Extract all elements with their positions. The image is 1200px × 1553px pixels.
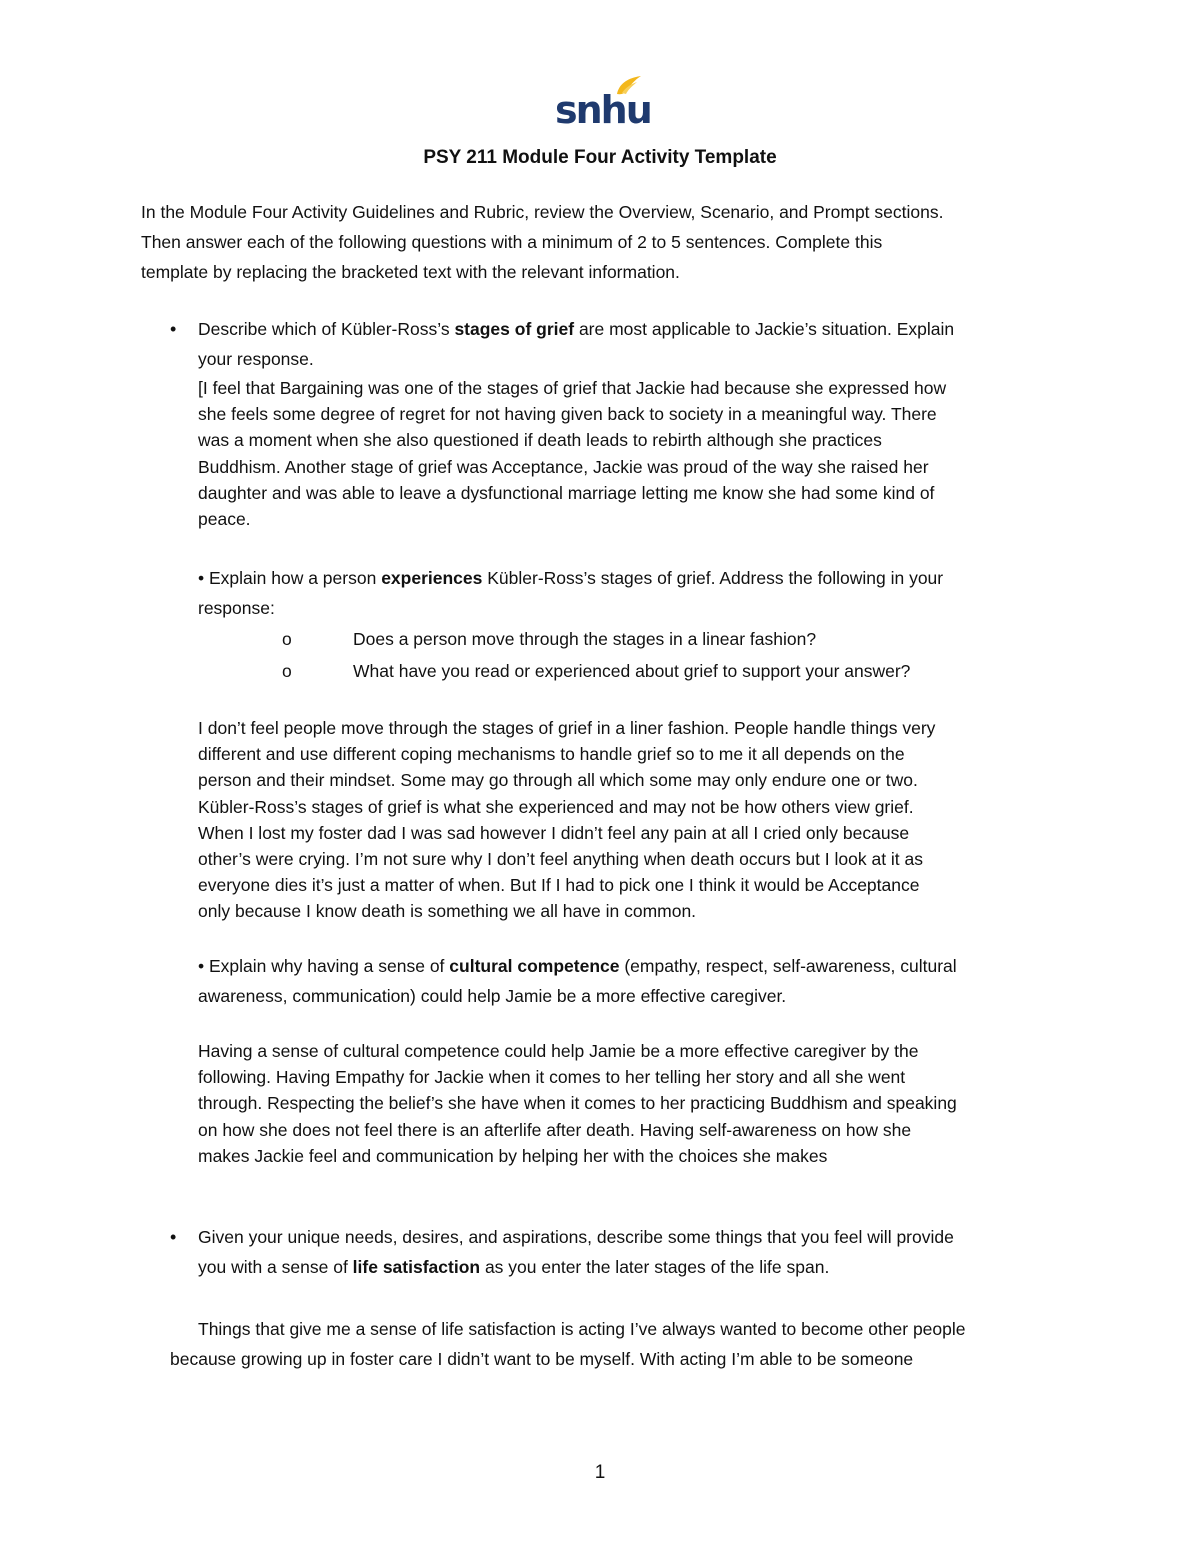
brand-wordmark: snhu [555,88,651,132]
snhu-logo [555,74,651,134]
answer-line: When I lost my foster dad I was sad however I didn’t feel any pain at all I cried only because [198,822,910,843]
answer-line: everyone dies it’s just a matter of when. But If I had to pick one I think it would be Acceptance [198,875,920,896]
answer-line: Things that give me a sense of life satisfaction is acting I’ve always wanted to become other people [198,1319,966,1339]
q3-text: • Explain why having a sense of [198,956,450,976]
answer-line: Kübler-Ross’s stages of grief is what she experienced and may not be how others view grief. [198,796,914,817]
q2-text: Kübler-Ross’s stages of grief. Address the following in your [482,568,944,588]
answer-line: was a moment when she also questioned if death leads to rebirth although she practices [198,430,882,451]
sub-bullet-icon: o [282,661,292,681]
intro-line: Then answer each of the following questions with a minimum of 2 to 5 sentences. Complete this [141,232,883,252]
answer-line: different and use different coping mechanisms to handle grief so to me it all depends on the [198,744,905,765]
q3-text: (empathy, respect, self-awareness, cultural [619,956,957,976]
answer-line: person and their mindset. Some may go through all which some may only endure one or two. [198,770,918,791]
question-3 [198,951,957,1011]
q4-text: Given your unique needs, desires, and aspirations, describe some things that you feel will provide [198,1227,954,1247]
answer-line: [I feel that Bargaining was one of the stages of grief that Jackie had because she expressed how [198,378,947,398]
answer-line: Having a sense of cultural competence could help Jamie be a more effective caregiver by the [198,1041,919,1061]
answer-line: because growing up in foster care I didn’t want to be myself. With acting I’m able to be someone [170,1349,914,1369]
q3-text: awareness, communication) could help Jamie be a more effective caregiver. [198,986,787,1006]
answer-2 [198,715,935,925]
answer-1 [198,375,946,532]
q4-text: you with a sense of [198,1257,353,1277]
page-title: PSY 211 Module Four Activity Template [423,147,777,168]
answer-line: makes Jackie feel and communication by helping her with the choices she makes [198,1145,828,1166]
answer-line: I don’t feel people move through the stages of grief in a liner fashion. People handle things very [198,718,936,738]
intro-line: template by replacing the bracketed text with the relevant information. [141,262,680,282]
q2-text: • Explain how a person [198,568,382,588]
answer-line: she feels some degree of regret for not having given back to society in a meaningful way. There [198,404,937,425]
answer-line: on how she does not feel there is an afterlife after death. Having self-awareness on how she [198,1119,912,1140]
q1-text: your response. [198,349,314,369]
q2-emphasis: experiences [381,568,483,588]
sub-question: What have you read or experienced about grief to support your answer? [353,661,911,681]
question-2 [198,563,943,623]
q1-text: Describe which of Kübler-Ross’s [198,319,455,339]
answer-line: through. Respecting the belief’s she have when it comes to her practicing Buddhism and speaking [198,1093,957,1114]
page-number: 1 [594,1462,606,1483]
answer-line: other’s were crying. I’m not sure why I don’t feel anything when death occurs but I look at it as [198,849,924,870]
intro-paragraph [141,197,943,287]
sub-question: Does a person move through the stages in a linear fashion? [353,629,817,649]
q3-emphasis: cultural competence [449,956,620,976]
q2-text: response: [198,598,275,618]
question-4 [198,1222,954,1282]
question-1 [198,314,954,374]
answer-line: daughter and was able to leave a dysfunctional marriage letting me know she had some kind of [198,482,935,503]
answer-line: following. Having Empathy for Jackie when it comes to her telling her story and all she went [198,1067,906,1088]
intro-line: In the Module Four Activity Guidelines and Rubric, review the Overview, Scenario, and Prompt sections. [141,202,944,222]
answer-line: only because I know death is something we all have in common. [198,901,697,922]
q4-text: as you enter the later stages of the life span. [480,1257,830,1277]
q1-text: are most applicable to Jackie’s situation. Explain [574,319,955,339]
answer-line: peace. [198,509,251,530]
answer-3 [198,1038,957,1169]
answer-line: Buddhism. Another stage of grief was Acceptance, Jackie was proud of the way she raised her [198,456,929,477]
q4-emphasis: life satisfaction [352,1257,481,1277]
q1-emphasis: stages of grief [454,319,575,339]
bullet-icon: • [170,1227,177,1247]
sub-bullet-icon: o [282,629,292,649]
bullet-icon: • [170,319,177,339]
